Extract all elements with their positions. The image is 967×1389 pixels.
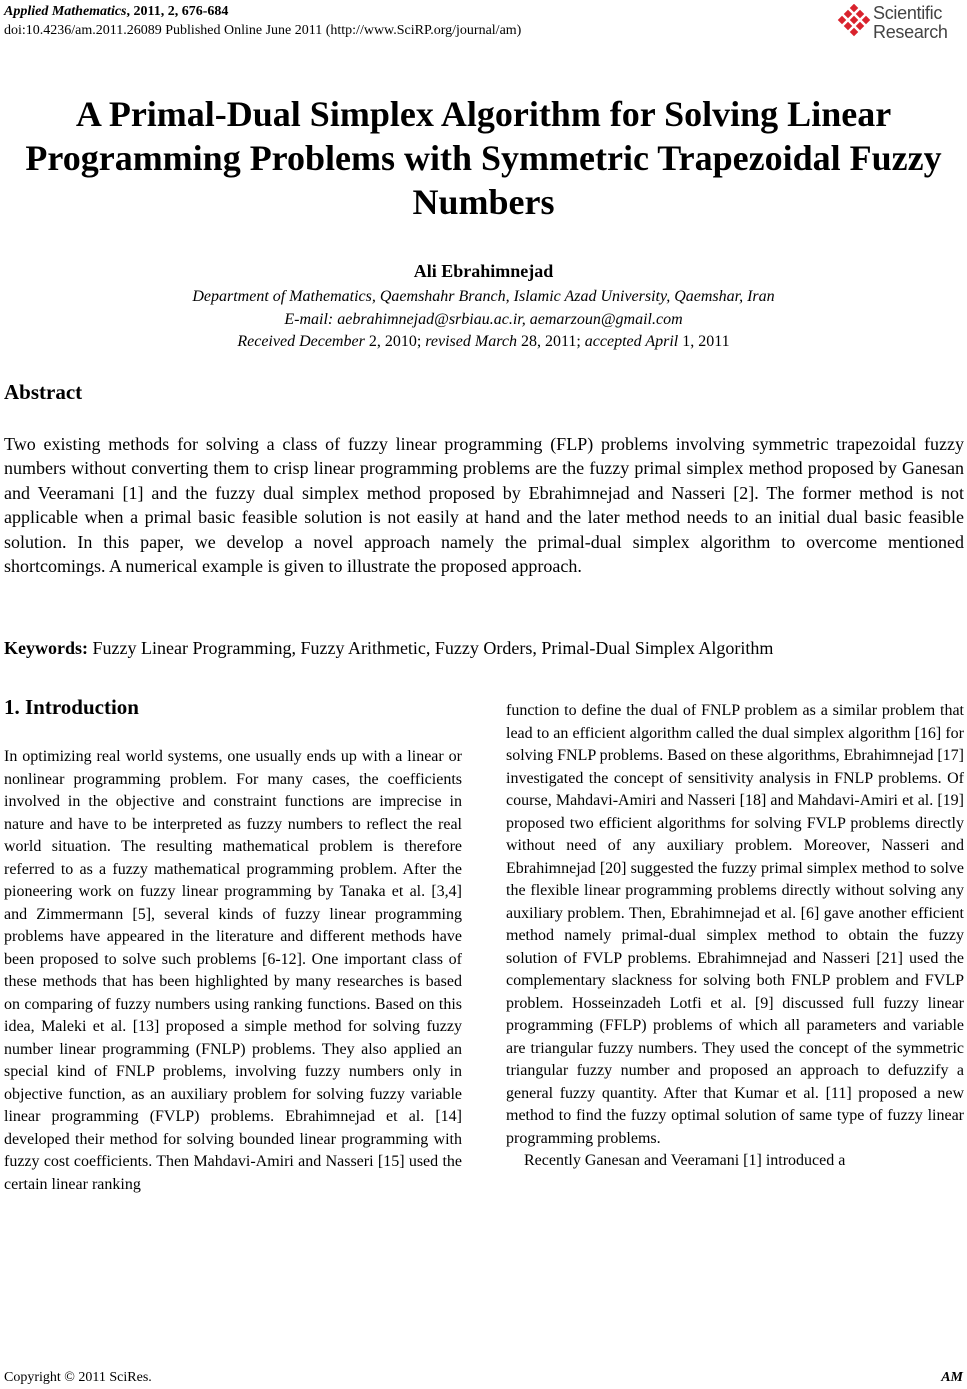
author-affiliation: Department of Mathematics, Qaemshahr Branch, Islamic Azad University, Qaemshar, Iran <box>192 288 775 305</box>
revised-date: 28, 2011; <box>516 333 585 350</box>
doi-line: doi:10.4236/am.2011.26089 Published Online June 2011 (http://www.SciRP.org/journal/am) <box>4 23 522 38</box>
journal-citation <box>4 3 228 21</box>
accepted-date: 1, 2011 <box>678 333 730 350</box>
keywords-text: Fuzzy Linear Programming, Fuzzy Arithmetic, Fuzzy Orders, Primal-Dual Simplex Algorithm <box>88 638 774 658</box>
introduction-left-column: In optimizing real world systems, one usually ends up with a linear or nonlinear programming problem. For many cases, the coefficients involved in the objective and constraint functions are imprecise in nature and have to be interpreted as fuzzy numbers to reflect the real world situation. The resulting mathematical problem is therefore referred to as a fuzzy mathematical programming problem. After the pioneering work on fuzzy linear programming by Tanaka et al. [3,4] and Zimmermann [5], several kinds of fuzzy linear programming problems have appeared in the literature and different methods have been proposed to solve such problems [6-12]. One important class of these methods that has been highlighted by many researches is based on comparing of fuzzy numbers using ranking functions. Based on this idea, Maleki et al. [13] proposed a simple method for solving fuzzy number linear programming (FNLP) problems. They also applied an special kind of FNLP problems, involving fuzzy numbers only in objective function, as an auxiliary problem for solving fuzzy variable linear programming (FVLP) problems. Ebrahimnejad et al. [14] developed their method for solving bounded linear programming with fuzzy cost coefficients. Then Mahdavi-Amiri and Nasseri [15] used the certain linear ranking <box>4 748 462 1193</box>
footer-journal-abbrev: AM <box>941 1370 963 1385</box>
right-column-paragraph: function to define the dual of FNLP problem as a similar problem that lead to an efficient algorithm called the dual simplex algorithm [16] for solving FNLP problems. Based on these algorithms, Ebrahimnejad [17] investigated the concept of sensitivity analysis in FNLP problems. Of course, Mahdavi-Amiri and Nasseri [18] and Mahdavi-Amiri et al. [19] proposed two efficient algorithms for solving FVLP problems directly without need of any auxiliary problem. Moreover, Nasseri and Ebrahimnejad [20] suggested the fuzzy primal simplex method to solve the flexible linear programming problems directly without solving any auxiliary problem. Then, Ebrahimnejad et al. [6] gave another efficient method namely primal-dual simplex method to obtain the fuzzy solution of FVLP problems. Ebrahimnejad and Nasseri [21] used the complementary slackness for solving both FNLP problem and FVLP problem. Hosseinzadeh Lotfi et al. [9] discussed full fuzzy linear programming (FFLP) problems of which all parameters and variable are triangular fuzzy numbers. They used the concept of the symmetric triangular fuzzy number and proposed an approach to defuzzify a general fuzzy quantity. After that Kumar et al. [11] proposed a new method to find the fuzzy optimal solution of same type of fuzzy linear programming problems. <box>506 702 965 1147</box>
publisher-logo-icon <box>837 4 871 38</box>
abstract-text: Two existing methods for solving a class of fuzzy linear programming (FLP) problems involving symmetric trapezoidal fuzzy numbers without converting them to crisp linear programming problems are the fuzzy primal simplex method proposed by Ganesan and Veeramani [1] and the fuzzy dual simplex method proposed by Ebrahimnejad and Nasseri [2]. The former method is not applicable when a primal basic feasible solution is not easily at hand and the later method needs to an initial dual basic feasible solution. In this paper, we develop a novel approach namely the primal-dual simplex algorithm to overcome mentioned shortcomings. A numerical example is given to illustrate the proposed approach. <box>4 434 964 577</box>
received-label: Received December <box>237 333 365 350</box>
abstract-heading: Abstract <box>4 380 83 404</box>
submission-dates <box>0 332 967 352</box>
logo-text-research: Research <box>873 22 948 42</box>
introduction-right-column <box>506 700 964 1173</box>
journal-name: Applied Mathematics <box>4 4 127 19</box>
accepted-label: accepted April <box>584 333 679 350</box>
introduction-heading: 1. Introduction <box>4 695 139 719</box>
received-date: 2, 2010; <box>364 333 426 350</box>
author-name: Ali Ebrahimnejad <box>413 261 554 281</box>
paper-title: A Primal-Dual Simplex Algorithm for Solving Linear Programming Problems with Symmetric Trapezoidal Fuzzy Numbers <box>25 94 942 222</box>
right-column-last-line: Recently Ganesan and Veeramani [1] introduced a <box>524 1152 846 1169</box>
revised-label: revised March <box>425 333 517 350</box>
scientific-research-logo <box>837 2 961 42</box>
keywords-label: Keywords: <box>4 638 88 658</box>
logo-text-scientific: Scientific <box>873 3 943 23</box>
author-email: E-mail: aebrahimnejad@srbiau.ac.ir, aemarzoun@gmail.com <box>284 311 683 328</box>
keywords-line <box>4 636 964 660</box>
journal-volume-pages: , 2011, 2, 676-684 <box>126 4 229 19</box>
footer-copyright: Copyright © 2011 SciRes. <box>4 1370 152 1385</box>
